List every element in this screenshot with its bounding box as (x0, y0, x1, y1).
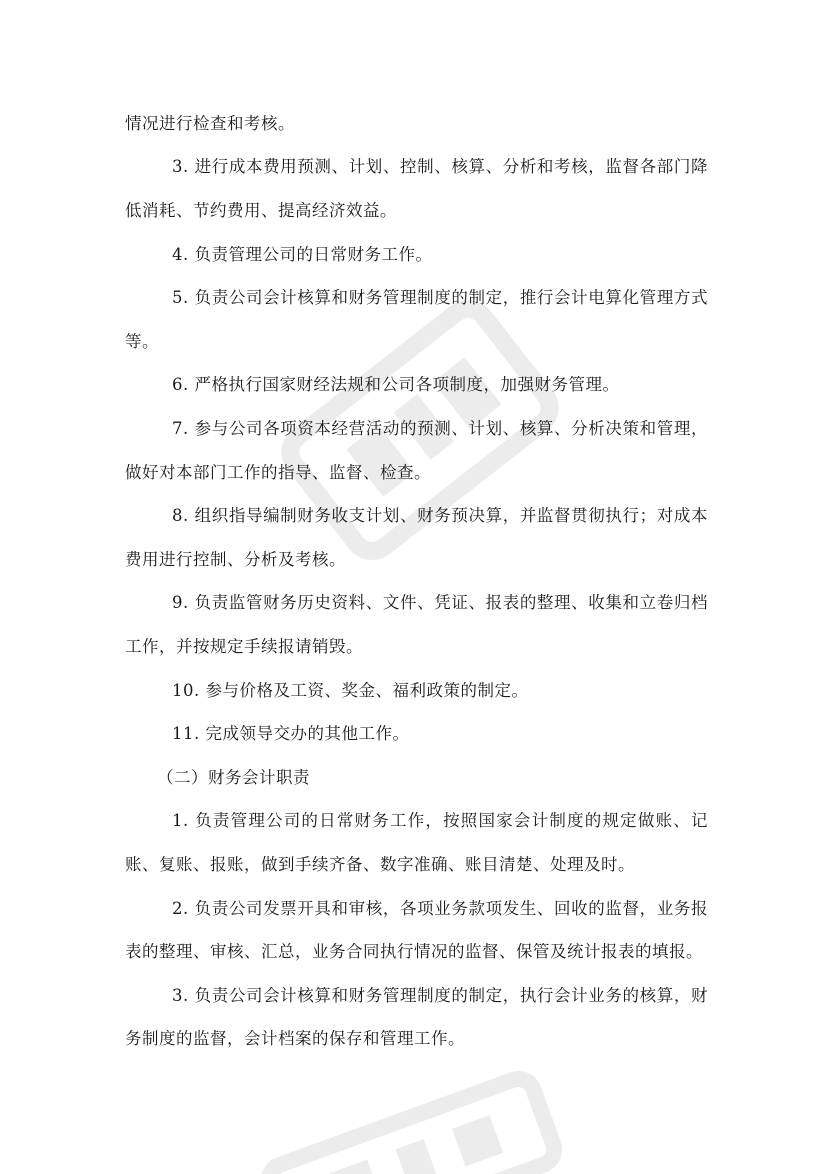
text-line: 4. 负责管理公司的日常财务工作。 (172, 245, 433, 264)
text-line: 3. 负责公司会计核算和财务管理制度的制定，执行会计业务的核算，财 (172, 986, 708, 1005)
text-line: 11. 完成领导交办的其他工作。 (172, 724, 410, 743)
text-line: 情况进行检查和考核。 (125, 114, 295, 133)
text-line: 务制度的监督，会计档案的保存和管理工作。 (125, 1029, 465, 1048)
text-line: 做好对本部门工作的指导、监督、检查。 (125, 463, 431, 482)
text-line: 低消耗、节约费用、提高经济效益。 (125, 201, 397, 220)
text-line: 2. 负责公司发票开具和审核，各项业务款项发生、回收的监督，业务报 (172, 899, 708, 918)
text-line: 6. 严格执行国家财经法规和公司各项制度，加强财务管理。 (172, 375, 620, 394)
section-heading: （二）财务会计职责 (157, 768, 310, 787)
text-line: 账、复账、报账，做到手续齐备、数字准确、账目清楚、处理及时。 (125, 855, 635, 874)
watermark-logo-bottom-icon (249, 1052, 572, 1174)
text-line: 7. 参与公司各项资本经营活动的预测、计划、核算、分析决策和管理， (172, 419, 708, 438)
text-line: 工作，并按规定手续报请销毁。 (125, 637, 363, 656)
text-line: 3. 进行成本费用预测、计划、控制、核算、分析和考核，监督各部门降 (172, 157, 708, 176)
text-line: 10. 参与价格及工资、奖金、福利政策的制定。 (172, 681, 529, 700)
text-line: 8. 组织指导编制财务收支计划、财务预决算，并监督贯彻执行；对成本 (172, 506, 708, 525)
text-line: 表的整理、审核、汇总，业务合同执行情况的监督、保管及统计报表的填报。 (125, 942, 703, 961)
text-line: 等。 (125, 332, 159, 351)
text-line: 1. 负责管理公司的日常财务工作，按照国家会计制度的规定做账、记 (172, 811, 708, 830)
text-line: 5. 负责公司会计核算和财务管理制度的制定，推行会计电算化管理方式 (172, 288, 708, 307)
text-line: 9. 负责监管财务历史资料、文件、凭证、报表的整理、收集和立卷归档 (172, 593, 708, 612)
text-line: 费用进行控制、分析及考核。 (125, 550, 346, 569)
